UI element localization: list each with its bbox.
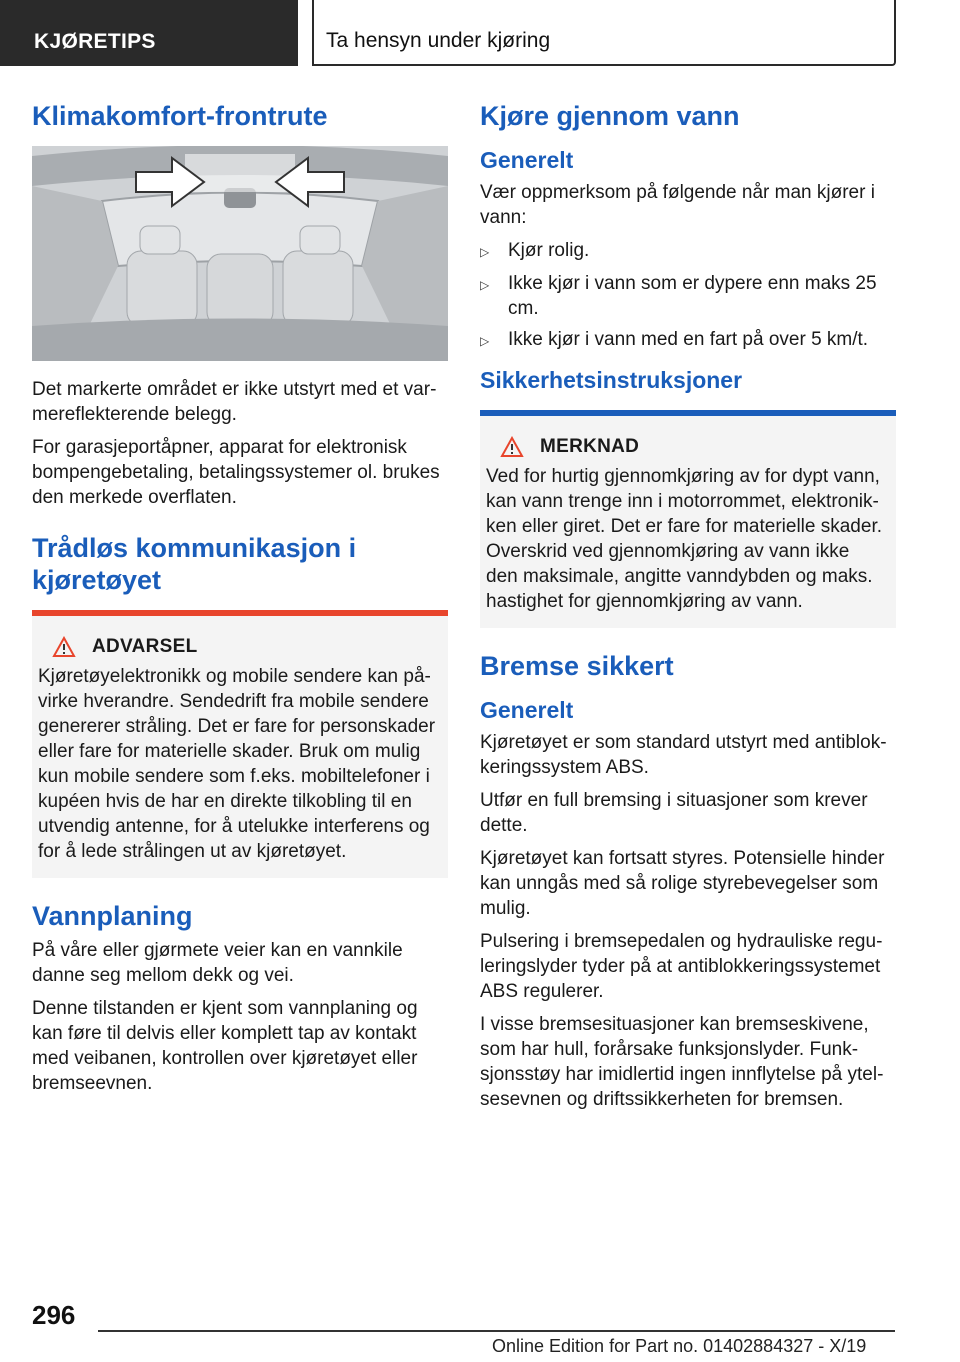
bremse-paragraph-2: Utfør en full bremsing i situasjoner som krever dette. xyxy=(480,790,868,836)
note-title xyxy=(500,436,886,458)
triangle-right-icon: ▷ xyxy=(480,245,490,259)
bremse-paragraph-3: Kjøretøyet kan fortsatt styres. Potensielle hinder kan unngås med så rolige styrebevegelser som mulig. xyxy=(480,848,885,919)
bremse-paragraph-4: Pulsering i bremsepedalen og hydrauliske reguleringslyder tyder på at antiblokkeringssystemet ABS regulerer. xyxy=(480,931,883,1002)
vann-paragraph-1: På våre eller gjørmete veier kan en vannkile danne seg mellom dekk og vei. xyxy=(32,940,403,986)
list-item: ▷ Ikke kjør i vann som er dypere enn maks 25 cm. xyxy=(480,273,877,319)
heading-bremse: Bremse sikkert xyxy=(480,651,674,681)
klima-paragraph-2: For garasjeportåpner, apparat for elektronisk bompengebetaling, betalingssystemer ol. brukes den merkede overflaten. xyxy=(32,437,440,508)
vann-intro: Vær oppmerksom på følgende når man kjører i vann: xyxy=(480,182,875,228)
subheading-sikkerhet: Sikkerhetsinstruksjoner xyxy=(480,367,743,393)
warning-text: Kjøretøyelektronikk og mobile sendere kan påvirke hverandre. Sendedrift fra mobile sendere genererer stråling. Det er fare for personskader eller fare for materielle skader. Bruk om mulig kun mobile sendere som f.eks. mobiltelefoner i kupéen hvis de har en direkte tilkobling til en utvendig antenne, for å utelukke interferens og for å lede strålingen ut av kjøretøyet. xyxy=(38,666,436,862)
heading-kjore-vann: Kjøre gjennom vann xyxy=(480,101,740,131)
heading-klimakomfort: Klimakomfort-frontrute xyxy=(32,101,328,131)
list-item: ▷ Kjør rolig. xyxy=(480,238,896,265)
windshield-photo xyxy=(32,146,448,361)
edition-info: Online Edition for Part no. 01402884327 - X/19 xyxy=(492,1336,867,1356)
right-column xyxy=(480,100,896,1120)
water-bullet-list xyxy=(480,238,896,354)
bremse-paragraph-5: I visse bremsesituasjoner kan bremseskivene, som har hull, forårsake funksjonslyder. Funksjonsstøy har imidlertid ingen innflytelse på ytelsesevnen og driftssikkerheten for bremsen. xyxy=(480,1014,884,1110)
heading-vannplaning: Vannplaning xyxy=(32,901,193,931)
car-interior-illustration xyxy=(32,146,448,361)
footer-divider xyxy=(98,1330,895,1332)
bremse-paragraph-1: Kjøretøyet er som standard utstyrt med antiblokkeringssystem ABS. xyxy=(480,732,887,778)
list-item: ▷ Ikke kjør i vann med en fart på over 5 km/t. xyxy=(480,327,896,354)
warning-title xyxy=(52,636,438,658)
triangle-right-icon: ▷ xyxy=(480,278,490,292)
note-text: Ved for hurtig gjennomkjøring av for dypt vann, kan vann trenge inn i motorrommet, elektronikken eller giret. Det er fare for materielle skader. Overskrid ved gjennomkjøring av vann ikke den maksimale, angitte vanndybden og maks. hastighet for gjennomkjøring av vann. xyxy=(486,466,883,612)
warning-box xyxy=(32,610,448,878)
warning-triangle-icon xyxy=(500,436,524,458)
triangle-right-icon: ▷ xyxy=(480,334,490,348)
left-column xyxy=(32,100,448,1104)
page-header xyxy=(0,0,960,66)
chapter-label: Ta hensyn under kjøring xyxy=(312,0,896,66)
vann-paragraph-2: Denne tilstanden er kjent som vannplaning og kan føre til delvis eller komplett tap av kontakt med veibanen, kontrollen over kjøretøyet eller bremseevnen. xyxy=(32,998,418,1094)
heading-tradlos: Trådløs kommunikasjon i kjøretøyet xyxy=(32,533,357,595)
subheading-generelt-2: Generelt xyxy=(480,697,574,723)
page-number: 296 xyxy=(32,1300,76,1330)
note-box xyxy=(480,410,896,628)
warning-title-text: ADVARSEL xyxy=(92,636,198,657)
section-label: KJØRETIPS xyxy=(0,0,298,66)
subheading-generelt-1: Generelt xyxy=(480,147,574,173)
klima-paragraph-1: Det markerte området er ikke utstyrt med et varmereflekterende belegg. xyxy=(32,379,437,425)
note-title-text: MERKNAD xyxy=(540,436,640,457)
warning-triangle-icon xyxy=(52,636,76,658)
